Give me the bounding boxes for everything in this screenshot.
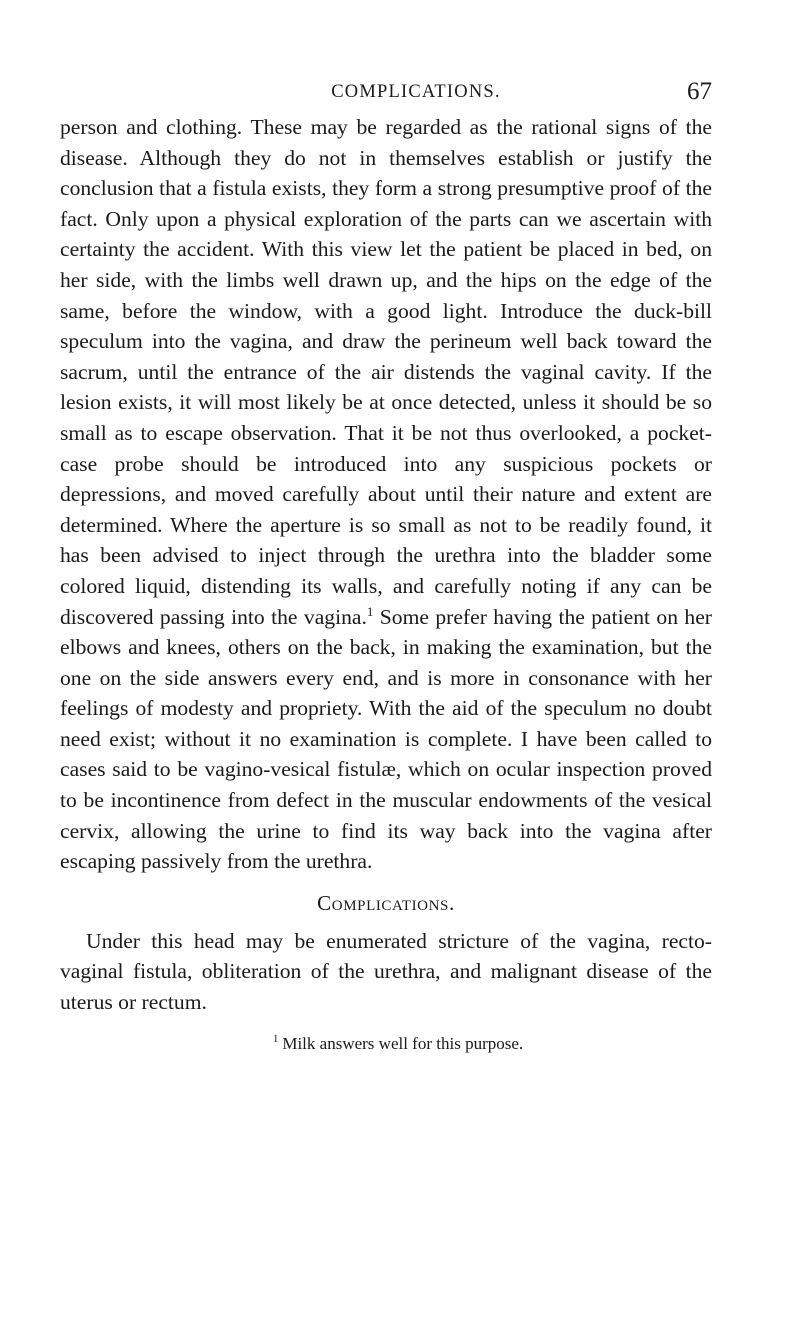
running-head bbox=[60, 78, 712, 112]
body-paragraph-1 bbox=[60, 112, 712, 877]
footnote-text: Milk answers well for this purpose. bbox=[282, 1033, 524, 1053]
paragraph-1-continuation: Some prefer having the patient on her elbows and knees, others on the back, in making the examination, but the one on the side answers every end, and is more in consonance with her feelings of modesty and propriety. With the aid of the speculum no doubt need exist; without it no examination is complete. I have been called to cases said to be vagino-vesical fistulæ, which on ocular inspection proved to be incontinence from defect in the muscular endowments of the vesical cervix, allowing the urine to find its way back into the vagina after escaping passively from the urethra. bbox=[60, 604, 712, 874]
section-heading: Complications. bbox=[317, 890, 455, 915]
body-paragraph-2: Under this head may be enumerated stricture of the vagina, recto-vaginal fistula, obliteration of the urethra, and malignant disease of the uterus or rectum. bbox=[60, 928, 712, 1015]
footnote-number: 1 bbox=[272, 1032, 279, 1045]
footnote bbox=[60, 1034, 712, 1054]
running-title: COMPLICATIONS. bbox=[331, 82, 501, 102]
footnote-reference: 1 bbox=[366, 603, 374, 619]
page-number: 67 bbox=[687, 78, 712, 105]
book-page bbox=[60, 78, 712, 1054]
paragraph-1-text: person and clothing. These may be regarded as the rational signs of the disease. Although they do not in themselves establish or justify the conclusion that a fistula exists, they form a strong presumptive proof of the fact. Only upon a physical exploration of the parts can we ascertain with certainty the accident. With this view let the patient be placed in bed, on her side, with the limbs well drawn up, and the hips on the edge of the same, before the window, with a good light. Introduce the duck-bill speculum into the vagina, and draw the perineum well back toward the sacrum, until the entrance of the air distends the vaginal cavity. If the lesion exists, it will most likely be at once detected, unless it should be so small as to escape observation. That it be not thus overlooked, a pocket-case probe should be introduced into any suspicious pockets or depressions, and moved carefully about until their nature and extent are determined. Where the aperture is so small as not to be readily found, it has been advised to inject through the urethra into the bladder some colored liquid, distending its walls, and carefully noting if any can be discovered passing into the vagina. bbox=[60, 115, 712, 629]
